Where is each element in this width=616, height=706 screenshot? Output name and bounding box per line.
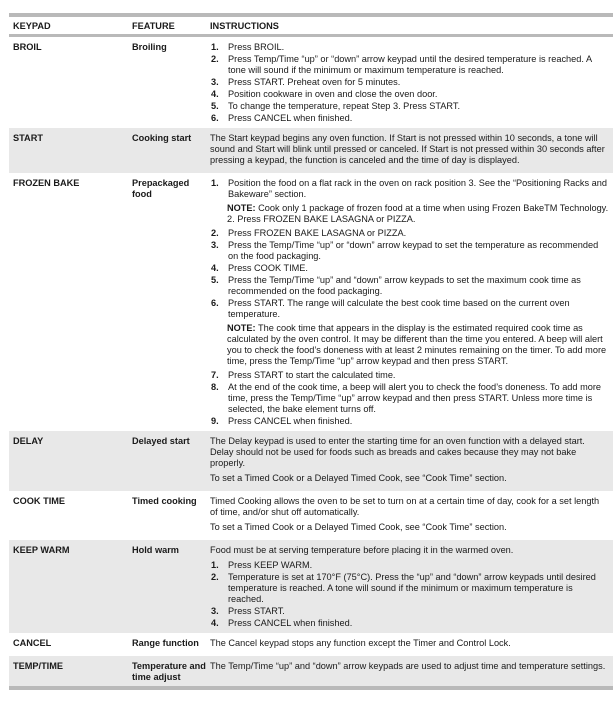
step-text: To change the temperature, repeat Step 3. Press START. (228, 101, 461, 111)
keypad-cell: FROZEN BAKE (13, 178, 80, 188)
instructions-cell (210, 496, 613, 537)
step-number: 7. (211, 370, 219, 380)
header-keypad: KEYPAD (13, 21, 51, 31)
table-row-cancel (9, 633, 613, 656)
instructions-cell (210, 133, 613, 170)
step-text: Press Temp/Time “up” or “down” arrow keypad until the desired temperature is reached. A tone will sound if the minimum or maximum temperature is reached. (228, 54, 592, 75)
step-text: Position cookware in oven and close the oven door. (228, 89, 438, 99)
instruction-text: Timed Cooking allows the oven to be set to turn on at a certain time of day, cook for a set length of time, and/or shut off automatically. (210, 496, 600, 517)
feature-cell: Broiling (132, 42, 167, 52)
instructions-cell (210, 42, 613, 125)
step-number: 2. (211, 54, 219, 64)
step-item (210, 382, 609, 415)
keypad-cell: CANCEL (13, 638, 52, 648)
step-text: Press START. The range will calculate the best cook time based on the current oven temperature. (228, 298, 570, 319)
step-item (210, 606, 609, 617)
step-item (210, 275, 609, 297)
instruction-text: The Start keypad begins any oven function. If Start is not pressed within 10 seconds, a tone will sound and Start will blink until pressed or canceled. If Start is not pressed within 30 seconds after pressing a keypad, the function is canceled and the time of day is displayed. (210, 133, 605, 165)
step-text: Press FROZEN BAKE LASAGNA or PIZZA. (228, 228, 407, 238)
step-number: 6. (211, 298, 219, 308)
step-number: 4. (211, 618, 219, 628)
step-number: 5. (211, 101, 219, 111)
step-text: Press START. Preheat oven for 5 minutes. (228, 77, 401, 87)
step-item (210, 560, 609, 571)
instruction-text: The Delay keypad is used to enter the starting time for an oven function with a delayed start. Delay should not be used for foods such as breads and cakes because they may not bake properly. (210, 436, 585, 468)
step-item (210, 77, 609, 88)
feature-cell: Prepackaged food (132, 178, 190, 199)
keypad-cell: TEMP/TIME (13, 661, 64, 671)
feature-cell: Hold warm (132, 545, 179, 555)
step-item (210, 113, 609, 124)
keypad-cell: KEEP WARM (13, 545, 70, 555)
keypad-cell: COOK TIME (13, 496, 66, 506)
step-text: Press COOK TIME. (228, 263, 308, 273)
note-text: Cook only 1 package of frozen food at a time when using Frozen BakeTM Technology. 2. Press FROZEN BAKE LASAGNA or PIZZA. (227, 203, 609, 224)
step-list (210, 178, 609, 200)
note-text: The cook time that appears in the display is the estimated required cook time as calculated by the oven control. It may be different than the time you entered. A beep will alert you to check the food’s doneness with at least 2 minutes remaining on the timer. To add more time, press the Temp/Time “up” arrow keypad and then press START. (227, 323, 607, 366)
keypad-cell: DELAY (13, 436, 44, 446)
step-text: At the end of the cook time, a beep will alert you to check the food’s doneness. To add more time, press the Temp/Time “up” arrow keypad and then press START. Unless more time is selected, the bake element turns off. (228, 382, 602, 414)
header-instructions: INSTRUCTIONS (210, 21, 279, 31)
step-number: 9. (211, 416, 219, 426)
feature-cell: Temperature and time adjust (132, 661, 206, 682)
step-text: Position the food on a flat rack in the oven on rack position 3. See the “Positioning Racks and Bakeware” section. (228, 178, 607, 199)
step-item (210, 178, 609, 200)
feature-cell: Range function (132, 638, 199, 648)
step-number: 3. (211, 606, 219, 616)
table-row-cook-time (9, 491, 613, 540)
step-text: Press CANCEL when finished. (228, 113, 353, 123)
step-number: 2. (211, 572, 219, 582)
instruction-text: To set a Timed Cook or a Delayed Timed Cook, see “Cook Time” section. (210, 522, 507, 532)
step-list (210, 560, 609, 629)
step-text: Press START to start the calculated time. (228, 370, 396, 380)
step-number: 2. (211, 228, 219, 238)
step-item (210, 42, 609, 53)
step-number: 8. (211, 382, 219, 392)
step-text: Temperature is set at 170°F (75°C). Press the “up” and “down” arrow keypads until desired temperature is reached. A tone will sound if the minimum or maximum temperature is reached. (228, 572, 596, 604)
step-item (210, 370, 609, 381)
table-row-start (9, 128, 613, 173)
step-number: 6. (211, 113, 219, 123)
step-number: 4. (211, 89, 219, 99)
step-text: Press KEEP WARM. (228, 560, 313, 570)
step-item (210, 416, 609, 427)
step-number: 1. (211, 560, 219, 570)
instructions-cell (210, 638, 613, 653)
instruction-text: The Cancel keypad stops any function except the Timer and Control Lock. (210, 638, 511, 648)
note-label: NOTE: (227, 203, 256, 213)
table-row-temp-time (9, 656, 613, 686)
step-item (210, 298, 609, 320)
step-item (210, 54, 609, 76)
step-item (210, 240, 609, 262)
instructions-cell (210, 436, 613, 488)
note (227, 203, 609, 225)
step-item (210, 572, 609, 605)
instructions-cell (210, 661, 613, 683)
feature-cell: Delayed start (132, 436, 190, 446)
step-list (210, 370, 609, 427)
step-text: Press the Temp/Time “up” and “down” arrow keypads to set the maximum cook time as recommended on the food packaging. (228, 275, 581, 296)
step-number: 4. (211, 263, 219, 273)
keypad-table (9, 13, 613, 690)
note-label: NOTE: (227, 323, 256, 333)
table-bottom-rule (9, 686, 613, 690)
instruction-text: The Temp/Time “up” and “down” arrow keypads are used to adjust time and temperature settings. (210, 661, 606, 671)
step-text: Press BROIL. (228, 42, 285, 52)
step-text: Press CANCEL when finished. (228, 416, 353, 426)
keypad-cell: BROIL (13, 42, 42, 52)
table-row-delay (9, 431, 613, 491)
step-number: 1. (211, 178, 219, 188)
instructions-cell (210, 178, 613, 428)
step-item (210, 618, 609, 629)
instructions-cell (210, 545, 613, 630)
note (227, 323, 609, 367)
step-number: 3. (211, 240, 219, 250)
instruction-text: To set a Timed Cook or a Delayed Timed Cook, see “Cook Time” section. (210, 473, 507, 483)
keypad-cell: START (13, 133, 43, 143)
table-row-keep-warm (9, 540, 613, 633)
step-text: Press CANCEL when finished. (228, 618, 353, 628)
table-header-row (9, 17, 613, 34)
step-list (210, 228, 609, 320)
instruction-text: Food must be at serving temperature before placing it in the warmed oven. (210, 545, 514, 555)
step-text: Press the Temp/Time “up” or “down” arrow keypad to set the temperature as recommended on the food packaging. (228, 240, 599, 261)
step-item (210, 89, 609, 100)
step-item (210, 228, 609, 239)
step-number: 1. (211, 42, 219, 52)
step-list (210, 42, 609, 124)
step-item (210, 263, 609, 274)
step-number: 3. (211, 77, 219, 87)
step-text: Press START. (228, 606, 285, 616)
table-row-broil (9, 37, 613, 128)
header-feature: FEATURE (132, 21, 175, 31)
step-item (210, 101, 609, 112)
feature-cell: Timed cooking (132, 496, 197, 506)
feature-cell: Cooking start (132, 133, 192, 143)
table-row-frozen-bake (9, 173, 613, 431)
step-number: 5. (211, 275, 219, 285)
